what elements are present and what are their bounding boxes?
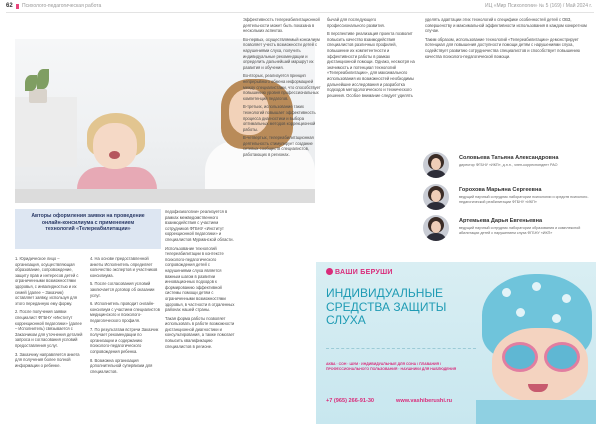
ad-phone[interactable]: +7 (965) 266-91-30 (326, 398, 375, 404)
paragraph: Использование технологий телереабилитации в контексте психолого-педагогического сопровождения детей с нарушениями слуха является важным шагом в развитии инновационных подходов к формированию эффективной системы помощи детям с ограниченными возможностями здоровья, в частности в отдаленных районах нашей страны. (165, 245, 235, 313)
author-name: Горохова Марьяна Сергеевна (459, 187, 542, 193)
photo-plant-pot (29, 89, 47, 103)
ad-product-list: АКВА · СОН · ШУМ · ИНДИВИДУАЛЬНЫЕ ДЛЯ СОНА / ПЛАВАНИЯ / ПРОФЕССИОНАЛЬНОГО ПОЛЬЗОВАНИЯ · НАУШНИКИ ДЛЯ НАБЛЮДЕНИЯ (326, 362, 457, 371)
author-name: Соловьева Татьяна Александровна (459, 155, 559, 161)
header-divider (6, 12, 594, 13)
paragraph: бычай для последующего профессионального развития. (327, 17, 385, 28)
text-column-2 (90, 256, 160, 377)
photo-child-mouth (109, 151, 120, 159)
page-header (0, 0, 600, 14)
author-box (15, 209, 161, 249)
paragraph: педофизиологии» реализуется в рамках межведомственного взаимодействия с участием сотрудников ФГБНУ «Институт коррекционной педагогики» и специалистов Мурманской области. (165, 209, 234, 242)
paragraph: В перспективе реализация проекта позволит повысить качество взаимодействия специалистов различных профилей, повышение их компетентности и эффективности работы в рамках дистанционной помощи. Однако, несмотря на значимость и потенциал технологий «Телереабилитации», для максимального использования их возможностей необходимы дальнейшие исследования и разработка подходов методологического и технического решения. Особое внимание следует уделять (327, 31, 415, 98)
author-name: Артемьева Дарья Евгеньевна (459, 218, 543, 224)
photo-child-face (93, 123, 137, 169)
author-desc: ведущий научный сотрудник лаборатории образования и комплексной абилитации детей с нарушением слуха ФГБНУ «ИКП» (459, 226, 581, 235)
photo-table (15, 189, 315, 203)
paragraph: Во-вторых, реализуется принцип непрерывного обмена информацией между специалистами, что способствует повышению уровня профессиональных компетенций педагогов. (243, 73, 321, 101)
paragraph: Такая форма работы позволяет использовать в работе возможности дистанционной диагностики и консультирования, а также помогает повысить квалификацию специалистов в регионе. (165, 315, 235, 349)
avatar (423, 152, 449, 178)
advertisement[interactable] (316, 262, 596, 424)
paragraph: Эффективность телереабилитационной деятельности может быть показана в нескольких аспектах. (243, 17, 320, 34)
paragraph: 7. По результатам встречи Заказчик получает рекомендации по организации и содержанию психолого-педагогического сопровождения ребенка. (90, 326, 159, 354)
ad-goggle-right (544, 342, 580, 372)
paragraph: Таким образом, использование технологий «Телереабилитации» демонстрирует потенциал для повышения доступности помощи детям с нарушениями слуха, содействует развитию сотрудничества специалистов и способствует повышению качества психолого-педагогической помощи. (425, 36, 580, 59)
ear-icon (326, 268, 333, 275)
ad-divider (326, 348, 476, 363)
text-column-5 (327, 17, 415, 101)
paragraph: уделять адаптации этих технологий к специфике особенностей детей с ОВЗ, совершенству и максимальной эффективности использования в каждом конкретном случае. (425, 17, 587, 34)
page-number: 62 (6, 3, 13, 9)
ad-water (476, 400, 596, 424)
author-box-text: Авторы оформления заявки на проведение онлайн-консилиума с применением технологий «Телереабилитации» (31, 213, 145, 233)
ad-logo (326, 268, 393, 276)
paragraph: 6. Исполнитель проводит онлайн-консилиум с участием специалистов медицинского и психолого-педагогического профиля. (90, 301, 160, 323)
text-column-4 (243, 17, 321, 161)
ad-website-link[interactable]: www.vashiberushi.ru (396, 398, 453, 404)
section-title: Психолого-педагогическая работа (22, 3, 102, 9)
paragraph: 8. Возможна организация дополнительной супервизии для специалистов. (90, 357, 153, 374)
author-card (423, 152, 591, 182)
avatar (423, 215, 449, 241)
paragraph: 1. Юридическое лицо – организация, осуществляющая образование, сопровождение, защиту прав и интересов детей с ограниченными возможностями здоровья, с инвалидностью и их семей (далее – Заказчик) оставляет заявку, используя для этого переданную ему форму. (15, 256, 79, 306)
ad-logo-text: ВАШИ БЕРУШИ (335, 269, 393, 276)
author-card (423, 184, 591, 214)
magazine-title: ИЦ «Мир Психологии» № 5 (169) / Май 2024 г. (485, 3, 592, 9)
photo-leaf (37, 69, 49, 89)
paragraph: В-третьих, использование таких технологий повышает эффективность процесса диагностики и выбора оптимальных методов коррекционной работы. (243, 104, 316, 132)
text-column-3 (165, 209, 235, 352)
photo-shelf (15, 97, 77, 167)
avatar (423, 184, 449, 210)
paragraph: 3. Заказчику направляется анкета для получения более полной информации о ребенке. (15, 351, 80, 368)
author-desc: директор ФГБНУ «ИКП», д.п.н., член-корреспондент РАО (459, 163, 558, 167)
author-card (423, 215, 591, 245)
paragraph: Во-первых, осуществляемый консилиум позволяет учесть возможности детей с нарушениями слуха, получить индивидуальные рекомендации и определить дальнейший маршрут их развития и обучения. (243, 36, 320, 70)
paragraph: 4. На основе предоставленной анкеты Исполнитель определяет количество экспертов и участников консилиума. (90, 256, 158, 278)
photo-leaf (25, 75, 37, 91)
author-desc: ведущий научный сотрудник лаборатории психологии и средств психолого-педагогической реабилитации ФГБНУ «ИКП» (459, 195, 589, 204)
paragraph: В-четвертых, телереабилитационная деятельность стимулирует создание сетевых сообществ специалистов, работающих в регионах. (243, 135, 314, 158)
ad-headline: ИНДИВИДУАЛЬНЫЕ СРЕДСТВА ЗАЩИТЫ СЛУХА (326, 286, 447, 327)
ad-goggle-left (502, 342, 538, 372)
paragraph: 5. После согласования условий заключается договор об оказании услуг. (90, 281, 155, 298)
section-marker (16, 4, 19, 9)
text-column-6 (425, 17, 591, 62)
paragraph: 2. После получения заявки специалист ФГБНУ «Институт коррекционной педагогики» (далее – Исполнитель) связывается с Заказчиком для уточнения деталей запроса и согласования условий предоставления услуг. (15, 309, 83, 348)
text-column-1 (15, 256, 83, 371)
